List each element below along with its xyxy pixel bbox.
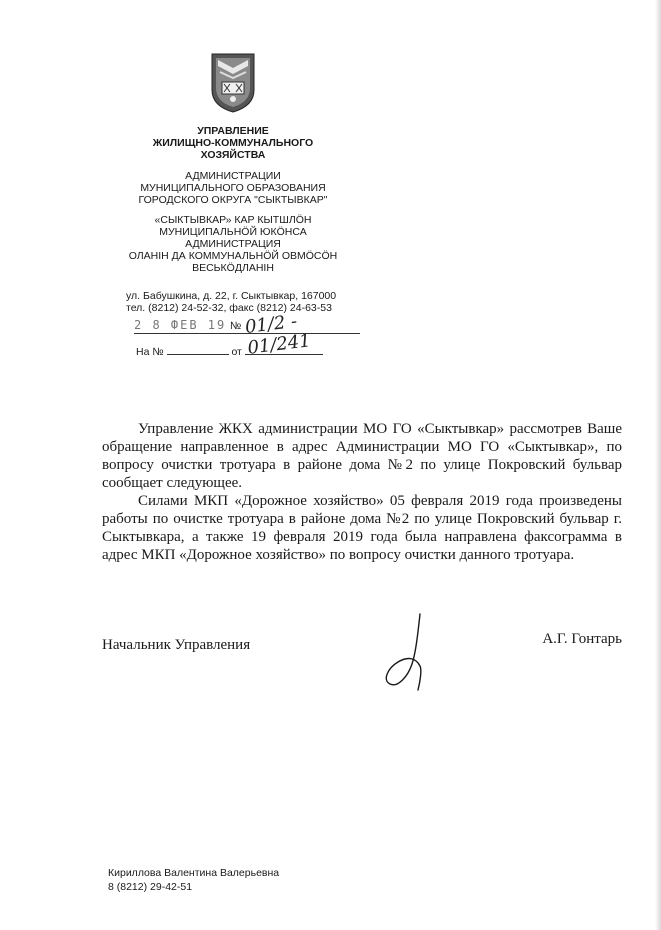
signatory-position: Начальник Управления xyxy=(102,637,251,653)
handwritten-registration-number: 01/2 - 01/241 xyxy=(243,310,312,359)
phone-fax: тел. (8212) 24-52-32, факс (8212) 24-63-53 xyxy=(126,302,332,314)
coat-of-arms-icon xyxy=(210,52,256,114)
body-paragraph: Силами МКП «Дорожное хозяйство» 05 февраля 2019 года произведены работы по очистке тротуара в районе дома №2 по улице Покровский бульвар г. Сыктывкара, а также 19 февраля 2019 года была направлена факсограмма в адрес МКП «Дорожное хозяйство» по вопросу очистки данного тротуара. xyxy=(102,493,622,563)
signatory-name: А.Г. Гонтарь xyxy=(542,631,622,647)
letterhead xyxy=(118,52,348,274)
stamp-date: 2 8 ФЕВ 19 xyxy=(134,318,227,332)
organization-title: УПРАВЛЕНИЕ ЖИЛИЩНО-КОММУНАЛЬНОГО ХОЗЯЙСТВА xyxy=(152,125,314,161)
handwritten-signature xyxy=(380,612,440,692)
executor-name: Кириллова Валентина Валерьевна xyxy=(108,867,280,879)
body-paragraph: Управление ЖКХ администрации МО ГО «Сыктывкар» рассмотрев Ваше обращение направленное в адрес Администрации МО ГО «Сыктывкар», по вопросу очистки тротуара в районе дома №2 по улице Покровский бульвар сообщает следующее. xyxy=(102,421,622,491)
reply-number-label: На № xyxy=(136,346,164,358)
letter-body xyxy=(102,420,622,564)
administration-name: АДМИНИСТРАЦИИ МУНИЦИПАЛЬНОГО ОБРАЗОВАНИЯ ГОРОДСКОГО ОКРУГА "СЫКТЫВКАР" xyxy=(138,170,328,206)
registration-underline xyxy=(134,333,360,334)
page-edge-shadow xyxy=(655,0,661,930)
komi-language-name: «СЫКТЫВКАР» КАР КЫТШЛÖН МУНИЦИПАЛЬНÖЙ ЮКÖНСА АДМИНИСТРАЦИЯ ОЛАНIН ДА КОММУНАЛЬНÖЙ ОВМÖСÖН ВЕСЬКÖДЛАНIН xyxy=(128,214,338,274)
executor-info xyxy=(108,866,279,894)
postal-address: ул. Бабушкина, д. 22, г. Сыктывкар, 167000 xyxy=(126,290,337,302)
reply-date-blank xyxy=(245,345,323,355)
reply-reference-line xyxy=(136,345,323,358)
reply-number-blank xyxy=(167,345,229,355)
reply-date-label: от xyxy=(231,346,242,358)
signature-row xyxy=(102,631,622,657)
executor-phone: 8 (8212) 29-42-51 xyxy=(108,881,193,893)
number-label: № xyxy=(230,320,242,332)
